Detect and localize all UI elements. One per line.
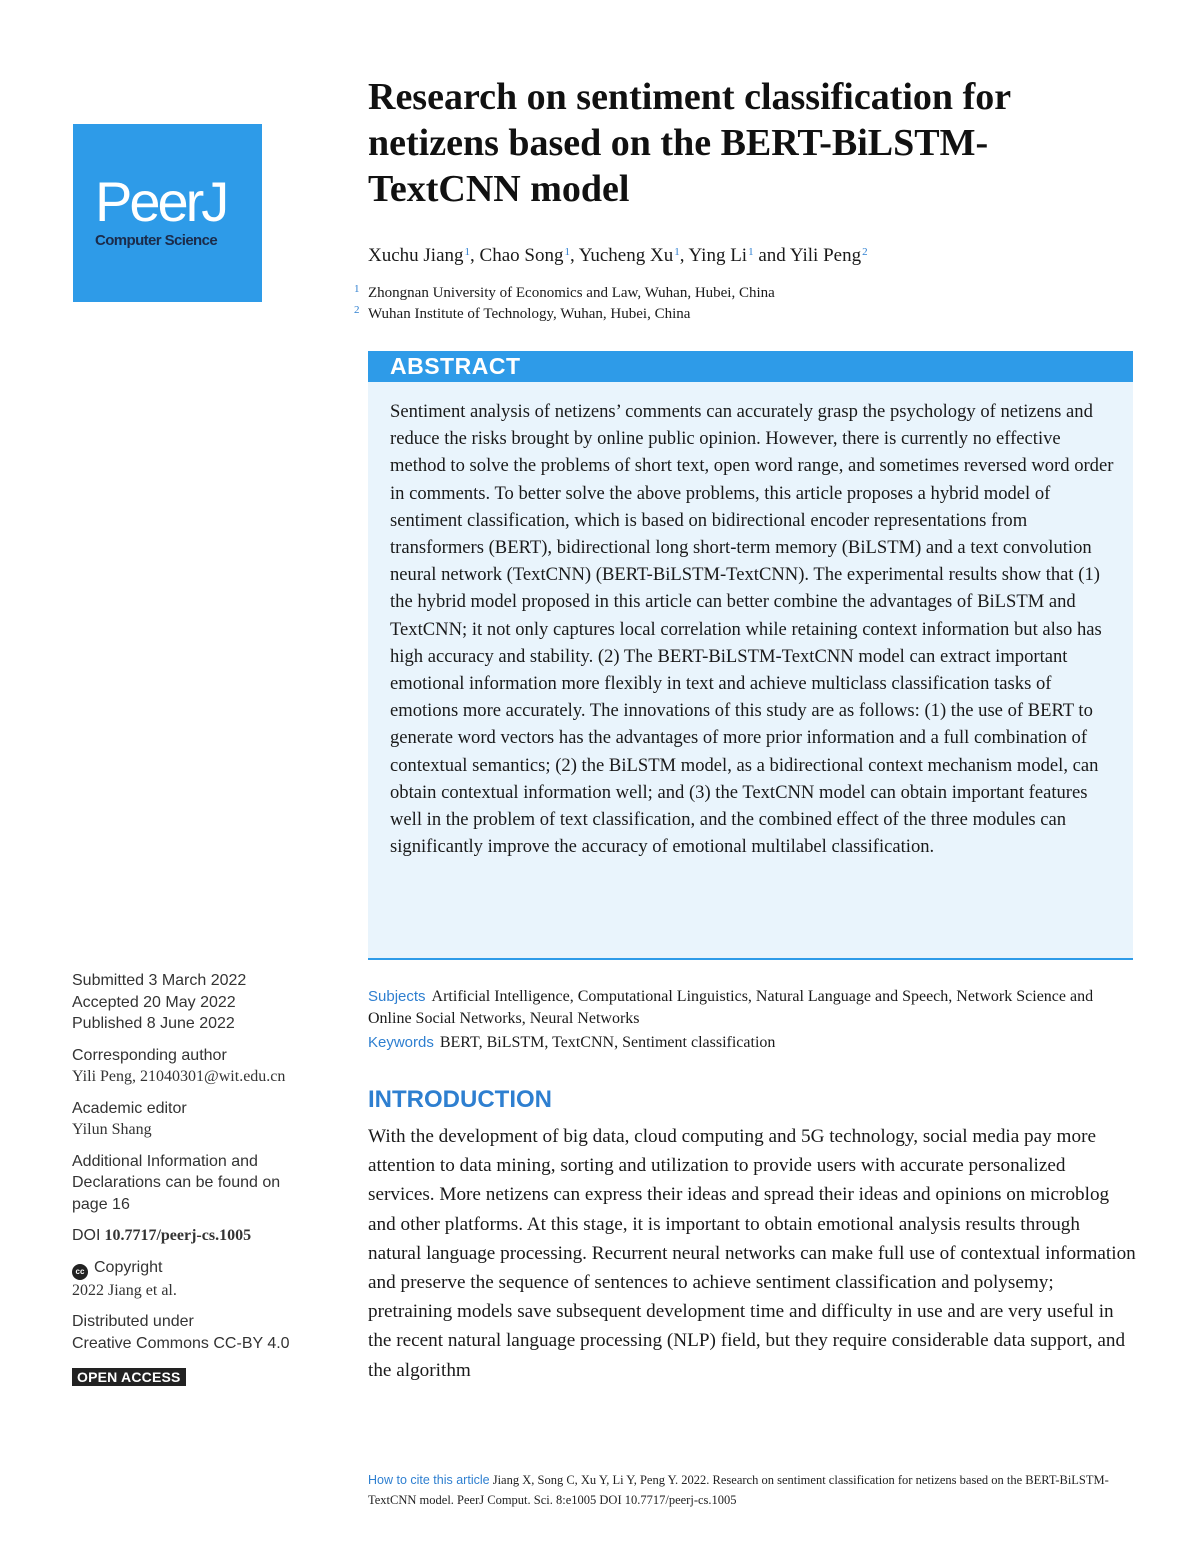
keywords-label[interactable]: Keywords bbox=[368, 1034, 434, 1051]
accepted-date: Accepted 20 May 2022 bbox=[72, 993, 236, 1011]
subjects-label[interactable]: Subjects bbox=[368, 988, 426, 1005]
academic-editor-value: Yilun Shang bbox=[72, 1121, 152, 1138]
affiliation-number: 2 bbox=[354, 304, 360, 316]
submitted-date: Submitted 3 March 2022 bbox=[72, 972, 247, 989]
copyright-line bbox=[72, 1257, 342, 1280]
logo-wordmark: PeerJ bbox=[95, 170, 227, 233]
citation-label: How to cite this article bbox=[368, 1473, 490, 1487]
author-affiliation-marker: 1 bbox=[464, 246, 471, 258]
subjects-text: Artificial Intelligence, Computational Linguistics, Natural Language and Speech, Network Science and Online Social Networks, Neural Networks bbox=[368, 988, 1094, 1027]
affiliation-number: 1 bbox=[354, 283, 360, 295]
subjects-keywords bbox=[368, 986, 1138, 1054]
copyright-value: 2022 Jiang et al. bbox=[72, 1281, 177, 1299]
doi-line bbox=[72, 1225, 342, 1247]
keywords-text: BERT, BiLSTM, TextCNN, Sentiment classification bbox=[439, 1034, 776, 1051]
copyright-label: Copyright bbox=[94, 1258, 163, 1276]
subjects-line bbox=[368, 986, 1138, 1030]
academic-editor-label: Academic editor bbox=[72, 1099, 187, 1117]
affiliation bbox=[354, 300, 690, 324]
affiliation-text: Zhongnan University of Economics and Law, Wuhan, Hubei, China bbox=[368, 285, 775, 301]
logo-subtitle: Computer Science bbox=[95, 232, 218, 249]
article-title: Research on sentiment classification for netizens based on the BERT-BiLSTM-TextCNN model bbox=[368, 76, 1011, 210]
citation-footer bbox=[368, 1470, 1138, 1510]
introduction-text: With the development of big data, cloud computing and 5G technology, social media pay more attention to data mining, sorting and utilization to provide users with accurate personalized services. More netizens can express their ideas and spread their ideas and opinions on microblog and other platforms. At this stage, it is important to obtain emotional analysis results through natural language processing. Recurrent neural networks can make full use of contextual information and preserve the sequence of sentences to achieve sentiment classification and polysemy; pretraining models save subsequent development time and difficulty in use and are very useful in the recent natural language processing (NLP) field, but they require considerable data support, and the algorithm bbox=[368, 1126, 1136, 1381]
doi-label: DOI bbox=[72, 1227, 101, 1244]
abstract-header bbox=[368, 351, 1133, 382]
author-name[interactable]: Yili Peng bbox=[789, 245, 862, 266]
author-list: Xuchu Jiang$^1$, Chao Song$^1$, Yucheng Xu$^1$, Ying Li$^1$ and Yili Peng$^2$ bbox=[368, 245, 868, 266]
article-sidebar bbox=[72, 970, 342, 1387]
license-link[interactable]: Creative Commons CC-BY 4.0 bbox=[72, 1334, 290, 1352]
author-affiliation-marker: 1 bbox=[564, 246, 570, 258]
author-name[interactable]: Ying Li bbox=[688, 245, 748, 266]
doi-link[interactable]: 10.7717/peerj-cs.1005 bbox=[104, 1227, 252, 1244]
creative-commons-icon: cc bbox=[72, 1264, 88, 1280]
author-affiliation-marker: 2 bbox=[862, 246, 868, 258]
abstract-heading: ABSTRACT bbox=[390, 353, 521, 379]
keywords-line bbox=[368, 1032, 1138, 1054]
journal-logo bbox=[73, 124, 262, 302]
introduction-heading: INTRODUCTION bbox=[368, 1086, 552, 1113]
author-name[interactable]: Yucheng Xu bbox=[578, 245, 674, 266]
corresponding-author-value[interactable]: Yili Peng, 21040301@wit.edu.cn bbox=[72, 1068, 286, 1085]
author-affiliation-marker: 1 bbox=[748, 246, 754, 258]
published-date: Published 8 June 2022 bbox=[72, 1015, 235, 1032]
open-access-badge: OPEN ACCESS bbox=[72, 1368, 186, 1386]
abstract-box bbox=[368, 382, 1133, 960]
author-name[interactable]: Chao Song bbox=[479, 245, 564, 266]
author-name[interactable]: Xuchu Jiang bbox=[368, 245, 464, 266]
abstract-text: Sentiment analysis of netizens’ comments can accurately grasp the psychology of netizens and reduce the risks brought by online public opinion. However, there is currently no effective method to solve the problems of short text, open word range, and sometimes reversed word order in comments. To better solve the above problems, this article proposes a hybrid model of sentiment classification, which is based on bidirectional encoder representations from transformers (BERT), bidirectional long short-term memory (BiLSTM) and a text convolution neural network (TextCNN) (BERT-BiLSTM-TextCNN). The experimental results show that (1) the hybrid model proposed in this article can better combine the advantages of BiLSTM and TextCNN; it not only captures local correlation while retaining context information but also has high accuracy and stability. (2) The BERT-BiLSTM-TextCNN model can extract important emotional information more flexibly in text and achieve multiclass classification tasks of emotions more accurately. The innovations of this study are as follows: (1) the use of BERT to generate word vectors has the advantages of more prior information and a full combination of contextual semantics; (2) the BiLSTM model, as a bidirectional context mechanism model, can obtain contextual information well; and (3) the TextCNN model can obtain important features well in the problem of text classification, and the combined effect of the three modules can significantly improve the accuracy of emotional multilabel classification. bbox=[390, 401, 1114, 858]
affiliation-text: Wuhan Institute of Technology, Wuhan, Hubei, China bbox=[368, 306, 691, 322]
author-affiliation-marker: 1 bbox=[674, 246, 680, 258]
corresponding-author-label: Corresponding author bbox=[72, 1046, 227, 1064]
distributed-label: Distributed under bbox=[72, 1313, 194, 1330]
citation-text: Jiang X, Song C, Xu Y, Li Y, Peng Y. 2022. Research on sentiment classification for netizens based on the BERT-BiLSTM-TextCNN model. PeerJ Comput. Sci. 8:e1005 DOI 10.7717/peerj-cs.1005 bbox=[368, 1473, 1109, 1507]
additional-info-link[interactable]: Additional Information and Declarations can be found on page 16 bbox=[72, 1152, 281, 1213]
